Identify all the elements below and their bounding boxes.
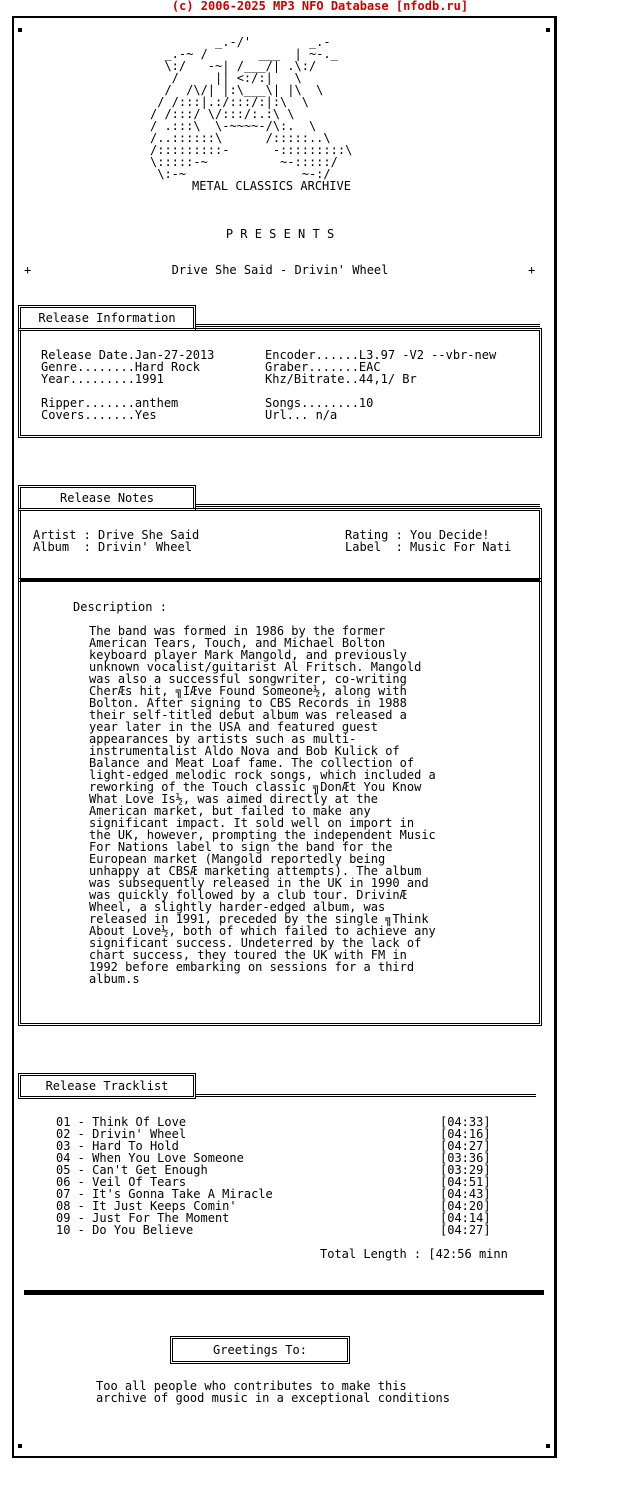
description-label: Description :	[73, 600, 167, 614]
track-title: Drivin' Wheel	[92, 1127, 187, 1141]
tracklist-tab: Release Tracklist	[18, 1073, 196, 1099]
track-separator: -	[70, 1223, 93, 1237]
release-info-value: L3.97 -V2 --vbr-new	[358, 348, 497, 362]
total-length-row	[320, 1248, 508, 1260]
release-info-label: Release Date.	[41, 348, 135, 362]
release-notes-meta-box	[18, 508, 542, 582]
track-duration: [04:14]	[440, 1211, 491, 1225]
track-title: When You Love Someone	[92, 1151, 244, 1165]
release-info-value: Yes	[134, 408, 157, 422]
description-box	[18, 578, 542, 1026]
release-info-value: 10	[358, 396, 374, 410]
album-label: Album :	[33, 540, 99, 554]
release-information-box	[18, 328, 542, 438]
release-info-label: Ripper.......	[41, 396, 135, 410]
track-duration: [03:29]	[440, 1163, 491, 1177]
track-title: Do You Believe	[92, 1223, 194, 1237]
track-separator: -	[70, 1163, 93, 1177]
track-number: 08	[56, 1199, 71, 1213]
ascii-logo	[150, 36, 352, 192]
release-info-label: Khz/Bitrate..	[265, 372, 359, 386]
track-separator: -	[70, 1211, 93, 1225]
track-duration: [04:43]	[440, 1187, 491, 1201]
track-separator: -	[70, 1175, 93, 1189]
release-info-label: Covers.......	[41, 408, 135, 422]
track-title: Veil Of Tears	[92, 1175, 187, 1189]
track-title: It Just Keeps Comin'	[92, 1199, 237, 1213]
track-duration: [03:36]	[440, 1151, 491, 1165]
release-notes-tab-rule	[196, 504, 540, 507]
track-title: It's Gonna Take A Miracle	[92, 1187, 273, 1201]
release-info-label: Year.........	[41, 372, 135, 386]
track-number: 06	[56, 1175, 71, 1189]
track-separator: -	[70, 1199, 93, 1213]
frame-corner-top-right	[546, 28, 550, 32]
tracklist-tab-rule	[196, 1094, 536, 1097]
greetings-heading: Greetings To:	[170, 1336, 350, 1364]
ascii-logo-caption: METAL CLASSICS ARCHIVE	[192, 179, 351, 193]
release-info-row	[41, 373, 164, 385]
release-info-row	[265, 373, 417, 385]
release-info-value: Hard Rock	[134, 360, 200, 374]
track-number: 07	[56, 1187, 71, 1201]
track-number: 04	[56, 1151, 71, 1165]
label-label: Label :	[345, 540, 411, 554]
track-duration: [04:16]	[440, 1127, 491, 1141]
site-copyright-banner: (c) 2006-2025 MP3 NFO Database [nfodb.ru]	[171, 0, 469, 13]
release-info-row	[41, 409, 157, 421]
description-text: The band was formed in 1986 by the former American Tears, Touch, and Michael Bolton keyboard player Mark Mangold, and previously unknown vocalist/guitarist Al Fritsch. Mangold was also a successful songwriter, co-writing CherÆs hit, ╗IÆve Found Someone½, along with Bolton. After signing to CBS Records in 1988 their self-titled debut album was released a year later in the USA and featured guest appearances by artists such as multi- instrumentalist Aldo Nova and Bob Kulick of Balance and Meat Loaf fame. The collection of light-edged melodic rock songs, which included a reworking of the Touch classic ╗DonÆt You Know What Love Is½, was aimed directly at the American market, but failed to make any significant impact. It sold well on import in the UK, however, prompting the independent Music For Nations label to sign the band for the European market (Mangold reportedly being unhappy at CBSÆ marketing attempts). The album was subsequently released in the UK in 1990 and was quickly followed by a club tour. DrivinÆ Wheel, a slightly harder-edged album, was released in 1991, preceded by the single ╗Think About Love½, both of which failed to achieve any significant success. Undeterred by the lack of chart success, they toured the UK with FM in 1992 before embarking on sessions for a third album.s	[89, 624, 436, 986]
release-info-value: Jan-27-2013	[134, 348, 215, 362]
track-separator: -	[70, 1115, 93, 1129]
release-info-label: Songs........	[265, 396, 359, 410]
release-info-value: anthem	[134, 396, 179, 410]
track-title: Hard To Hold	[92, 1139, 179, 1153]
album-row	[33, 541, 192, 553]
artist-label: Artist :	[33, 528, 99, 542]
release-info-row	[265, 409, 337, 421]
plus-marker-right: +	[528, 263, 536, 277]
track-row	[56, 1224, 193, 1236]
track-number: 05	[56, 1163, 71, 1177]
track-duration: [04:20]	[440, 1199, 491, 1213]
track-separator: -	[70, 1127, 93, 1141]
track-number: 01	[56, 1115, 71, 1129]
greetings-text: Too all people who contributes to make this archive of good music in a exceptional conditions	[96, 1379, 451, 1405]
section-divider	[24, 1290, 544, 1295]
track-number: 03	[56, 1139, 71, 1153]
release-info-label: Graber.......	[265, 360, 359, 374]
track-title: Think Of Love	[92, 1115, 187, 1129]
track-separator: -	[70, 1151, 93, 1165]
label-value: Music For Nati	[410, 540, 512, 554]
label-row	[345, 541, 511, 553]
release-info-value: 44,1/ Br	[358, 372, 417, 386]
rating-value: You Decide!	[410, 528, 490, 542]
track-duration: [04:33]	[440, 1115, 491, 1129]
track-duration: [04:51]	[440, 1175, 491, 1189]
total-length-label: Total Length :	[320, 1247, 429, 1261]
release-notes-tab: Release Notes	[18, 485, 196, 511]
ascii-logo-art: _.-/' _.- _.-~ / ___ | ~-._ \:/ -~| /___/| .\:/ / || <:/:| \ / /\/| |:\___\| |\ \ / /:::|.:/:::/:|:\ \ / /:::/ \/:::/:.:\ \ / .:::\ \-~~~~-/\:. \ /..::::::\ /:::::..\ /:::::::::- -:::::::::\ \:::::-~ ~-:::::/ \:-~ ~-:/	[150, 35, 353, 181]
frame-corner-bottom-right	[546, 1444, 550, 1448]
track-separator: -	[70, 1187, 93, 1201]
release-info-value: EAC	[358, 360, 381, 374]
track-number: 10	[56, 1223, 71, 1237]
album-value: Drivin' Wheel	[98, 540, 192, 554]
track-number: 02	[56, 1127, 71, 1141]
release-info-label: Url...	[265, 408, 316, 422]
frame-corner-top-left	[18, 28, 22, 32]
release-info-label: Encoder......	[265, 348, 359, 362]
total-length-value: [42:56 minn	[428, 1247, 508, 1261]
release-info-value: n/a	[315, 408, 338, 422]
track-title: Can't Get Enough	[92, 1163, 208, 1177]
track-duration: [04:27]	[440, 1223, 491, 1237]
track-title: Just For The Moment	[92, 1211, 230, 1225]
rating-label: Rating :	[345, 528, 411, 542]
release-info-label: Genre........	[41, 360, 135, 374]
presents-heading: P R E S E N T S	[225, 227, 335, 241]
frame-corner-bottom-left	[18, 1444, 22, 1448]
artist-value: Drive She Said	[98, 528, 200, 542]
plus-marker-left: +	[24, 263, 32, 277]
track-number: 09	[56, 1211, 71, 1225]
track-duration: [04:27]	[440, 1139, 491, 1153]
release-information-tab-rule	[196, 324, 540, 327]
release-title: Drive She Said - Drivin' Wheel	[171, 263, 389, 277]
release-info-value: 1991	[134, 372, 164, 386]
track-separator: -	[70, 1139, 93, 1153]
release-information-tab: Release Information	[18, 305, 196, 331]
